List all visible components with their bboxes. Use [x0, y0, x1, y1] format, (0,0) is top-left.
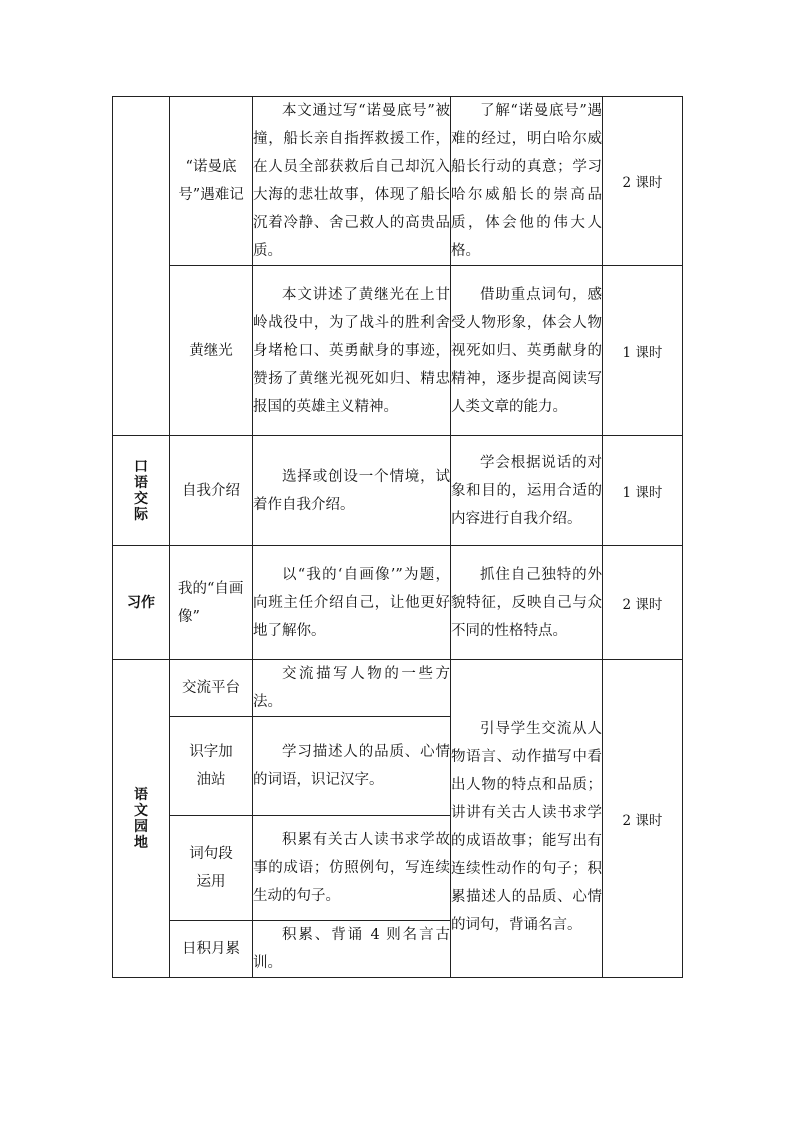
lesson-title: 黄继光 [170, 266, 253, 436]
garden-item-content: 交流描写人物的一些方法。 [253, 660, 451, 717]
category-label [113, 436, 170, 546]
lesson-content: 以“我的‘自画像’”为题，向班主任介绍自己，让他更好地了解你。 [253, 546, 451, 660]
garden-goal: 引导学生交流从人物语言、动作描写中看出人物的特点和品质；讲讲有关古人读书求学的成语故事；能写出有连续性动作的句子；积累描述人的品质、心情的词句，背诵名言。 [451, 660, 603, 978]
category-label [113, 546, 170, 660]
lesson-hours: 2 课时 [603, 546, 683, 660]
lesson-hours: 1 课时 [603, 436, 683, 546]
garden-item-content: 积累、背诵 4 则名言古训。 [253, 921, 451, 978]
lesson-hours: 1 课时 [603, 266, 683, 436]
category-cell-empty [113, 97, 170, 436]
garden-hours: 2 课时 [603, 660, 683, 978]
lesson-content: 选择或创设一个情境，试着作自我介绍。 [253, 436, 451, 546]
lesson-title: 我的“自画像” [170, 546, 253, 660]
table-row [113, 97, 683, 266]
category-label-text: 口语交际 [134, 458, 148, 523]
category-label [113, 660, 170, 978]
lesson-title [170, 97, 253, 266]
lesson-title: 自我介绍 [170, 436, 253, 546]
garden-item-content: 积累有关古人读书求学故事的成语；仿照例句，写连续生动的句子。 [253, 816, 451, 921]
table-row [113, 436, 683, 546]
garden-item-content: 学习描述人的品质、心情的词语，识记汉字。 [253, 717, 451, 816]
lesson-title-text: “诺曼底号”遇难记 [178, 159, 244, 203]
garden-item-title-text: 识字加油站 [189, 744, 233, 788]
lesson-goal: 抓住自己独特的外貌特征，反映自己与众不同的性格特点。 [451, 546, 603, 660]
lesson-goal: 借助重点词句，感受人物形象，体会人物视死如归、英勇献身的精神，逐步提高阅读写人类文章的能力。 [451, 266, 603, 436]
garden-item-title [170, 717, 253, 816]
lesson-plan-table [112, 96, 683, 978]
lesson-content: 本文讲述了黄继光在上甘岭战役中，为了战斗的胜利舍身堵枪口、英勇献身的事迹，赞扬了黄继光视死如归、精忠报国的英雄主义精神。 [253, 266, 451, 436]
lesson-hours: 2 课时 [603, 97, 683, 266]
garden-item-title-text: 词句段运用 [189, 846, 233, 890]
garden-item-title: 日积月累 [170, 921, 253, 978]
category-label-text: 语文园地 [134, 786, 148, 851]
lesson-goal: 了解“诺曼底号”遇难的经过，明白哈尔威船长行动的真意；学习哈尔威船长的崇高品质，体会他的伟大人格。 [451, 97, 603, 266]
table-row [113, 660, 683, 717]
garden-item-title [170, 816, 253, 921]
lesson-content: 本文通过写“诺曼底号”被撞，船长亲自指挥救援工作，在人员全部获救后自己却沉入大海的悲壮故事，体现了船长沉着冷静、舍己救人的高贵品质。 [253, 97, 451, 266]
lesson-goal: 学会根据说话的对象和目的，运用合适的内容进行自我介绍。 [451, 436, 603, 546]
table-row [113, 266, 683, 436]
category-label-text: 习作 [127, 594, 155, 611]
garden-item-title: 交流平台 [170, 660, 253, 717]
table-row [113, 546, 683, 660]
